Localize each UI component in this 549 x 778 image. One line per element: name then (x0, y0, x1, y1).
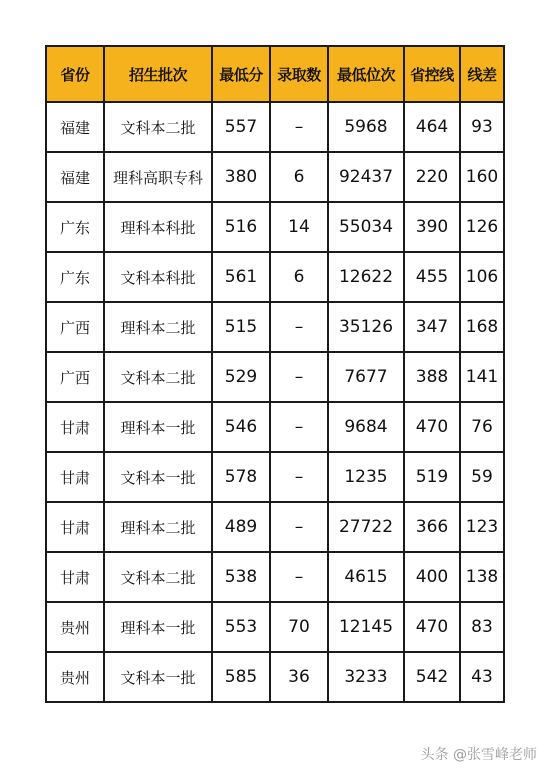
cell-min-rank: 12145 (328, 602, 404, 652)
cell-batch: 文科本一批 (104, 652, 212, 702)
cell-control-line: 455 (404, 252, 460, 302)
cell-admitted-count: – (270, 452, 328, 502)
cell-batch: 理科高职专科 (104, 152, 212, 202)
cell-batch: 文科本一批 (104, 452, 212, 502)
cell-control-line: 366 (404, 502, 460, 552)
cell-control-line: 464 (404, 102, 460, 152)
header-control-line: 省控线 (404, 46, 460, 102)
cell-min-score: 516 (212, 202, 270, 252)
cell-province: 广东 (46, 202, 104, 252)
cell-min-rank: 4615 (328, 552, 404, 602)
cell-control-line: 347 (404, 302, 460, 352)
cell-control-line: 470 (404, 402, 460, 452)
cell-min-score: 538 (212, 552, 270, 602)
table-body (46, 102, 504, 702)
cell-batch: 文科本二批 (104, 102, 212, 152)
cell-line-diff: 138 (460, 552, 504, 602)
cell-min-rank: 55034 (328, 202, 404, 252)
cell-min-rank: 9684 (328, 402, 404, 452)
cell-batch: 理科本二批 (104, 302, 212, 352)
table-row (46, 552, 504, 602)
cell-min-score: 515 (212, 302, 270, 352)
watermark: 头条 @张雪峰老师 (420, 747, 537, 763)
table-row (46, 152, 504, 202)
cell-min-score: 585 (212, 652, 270, 702)
cell-province: 福建 (46, 152, 104, 202)
cell-admitted-count: 36 (270, 652, 328, 702)
cell-admitted-count: – (270, 102, 328, 152)
cell-control-line: 220 (404, 152, 460, 202)
cell-batch: 文科本科批 (104, 252, 212, 302)
cell-control-line: 470 (404, 602, 460, 652)
header-min-score: 最低分 (212, 46, 270, 102)
cell-batch: 理科本一批 (104, 402, 212, 452)
cell-batch: 文科本二批 (104, 552, 212, 602)
header-min-rank: 最低位次 (328, 46, 404, 102)
cell-batch: 理科本科批 (104, 202, 212, 252)
cell-control-line: 400 (404, 552, 460, 602)
header-line-diff: 线差 (460, 46, 504, 102)
cell-line-diff: 141 (460, 352, 504, 402)
header-province: 省份 (46, 46, 104, 102)
cell-province: 广西 (46, 352, 104, 402)
cell-admitted-count: 6 (270, 252, 328, 302)
cell-province: 贵州 (46, 652, 104, 702)
cell-batch: 文科本二批 (104, 352, 212, 402)
cell-admitted-count: – (270, 302, 328, 352)
table-row (46, 652, 504, 702)
cell-line-diff: 59 (460, 452, 504, 502)
cell-min-rank: 1235 (328, 452, 404, 502)
cell-line-diff: 76 (460, 402, 504, 452)
cell-min-score: 380 (212, 152, 270, 202)
cell-province: 甘肃 (46, 402, 104, 452)
cell-line-diff: 168 (460, 302, 504, 352)
table-row (46, 352, 504, 402)
table-row (46, 202, 504, 252)
cell-line-diff: 123 (460, 502, 504, 552)
cell-min-rank: 27722 (328, 502, 404, 552)
cell-line-diff: 160 (460, 152, 504, 202)
cell-min-score: 489 (212, 502, 270, 552)
cell-line-diff: 126 (460, 202, 504, 252)
cell-line-diff: 43 (460, 652, 504, 702)
cell-control-line: 390 (404, 202, 460, 252)
admission-score-table (45, 45, 505, 703)
cell-admitted-count: 6 (270, 152, 328, 202)
cell-admitted-count: – (270, 552, 328, 602)
cell-admitted-count: 70 (270, 602, 328, 652)
cell-province: 广东 (46, 252, 104, 302)
cell-province: 广西 (46, 302, 104, 352)
cell-min-rank: 92437 (328, 152, 404, 202)
cell-min-score: 578 (212, 452, 270, 502)
table-row (46, 102, 504, 152)
cell-control-line: 542 (404, 652, 460, 702)
table-row (46, 452, 504, 502)
cell-admitted-count: – (270, 402, 328, 452)
cell-control-line: 519 (404, 452, 460, 502)
cell-province: 甘肃 (46, 552, 104, 602)
cell-min-rank: 5968 (328, 102, 404, 152)
cell-batch: 理科本一批 (104, 602, 212, 652)
cell-province: 甘肃 (46, 502, 104, 552)
cell-province: 福建 (46, 102, 104, 152)
cell-min-rank: 35126 (328, 302, 404, 352)
cell-line-diff: 106 (460, 252, 504, 302)
cell-batch: 理科本二批 (104, 502, 212, 552)
header-batch: 招生批次 (104, 46, 212, 102)
table-row (46, 402, 504, 452)
table-row (46, 302, 504, 352)
cell-admitted-count: – (270, 352, 328, 402)
cell-min-score: 553 (212, 602, 270, 652)
table-row (46, 502, 504, 552)
cell-min-rank: 12622 (328, 252, 404, 302)
cell-min-rank: 7677 (328, 352, 404, 402)
cell-admitted-count: 14 (270, 202, 328, 252)
table-header-row (46, 46, 504, 102)
cell-min-score: 529 (212, 352, 270, 402)
cell-admitted-count: – (270, 502, 328, 552)
cell-province: 贵州 (46, 602, 104, 652)
header-admitted-count: 录取数 (270, 46, 328, 102)
cell-min-score: 557 (212, 102, 270, 152)
table-row (46, 602, 504, 652)
table-row (46, 252, 504, 302)
cell-min-rank: 3233 (328, 652, 404, 702)
cell-line-diff: 83 (460, 602, 504, 652)
cell-line-diff: 93 (460, 102, 504, 152)
cell-control-line: 388 (404, 352, 460, 402)
cell-min-score: 561 (212, 252, 270, 302)
cell-province: 甘肃 (46, 452, 104, 502)
admission-table-container (45, 45, 503, 703)
cell-min-score: 546 (212, 402, 270, 452)
